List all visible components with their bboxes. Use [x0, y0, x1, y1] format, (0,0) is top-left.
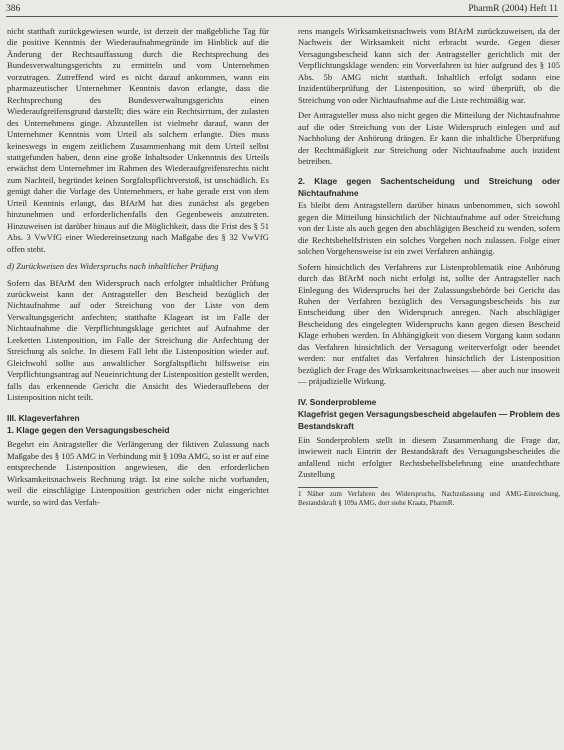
footnote: 1 Näher zum Verfahren des Widerspruchs, Nachzulassung und AMG-Einreichung, Bestandskraft § 109a AMG, dort siehe Kraatz, PharmR. — [298, 489, 560, 507]
section-heading-2: 2. Klage gegen Sachentscheidung und Streichung oder Nichtaufnahme — [298, 176, 560, 198]
subsection-heading-1: 1. Klage gegen den Versagungsbescheid — [7, 424, 170, 435]
section-heading-iv: IV. Sonderprobleme — [298, 396, 377, 407]
paragraph: Es bleibt dem Antragstellern darüber hinaus unbenommen, sich sowohl gegen die Mitteilung hinsichtlich der Nichtaufnahme auf oder Streichung von der Liste als auch gegen den abschlägigen Bescheid zu wenden, sofern die Rechtsbehelfsfristen ein solches Vorgehen noch zulassen. Folge einer solchen Vorgehensweise ist ein zwei Verfahren anhängig. — [298, 200, 560, 257]
paragraph: Der Antragsteller muss also nicht gegen die Mitteilung der Nichtaufnahme auf die oder Streichung von der Liste Widerspruch einlegen und auf Nachholung der Anhörung drängen. Er kann die inhaltliche Überprüfung der Rechtmäßigkeit zur Streichung oder Nichtaufnahme auch inzident betreiben. — [298, 110, 560, 166]
paragraph: Ein Sonderproblem stellt in diesem Zusammenhang die Frage dar, inwieweit nach Eintritt der Bestandskraft des Versagungsbescheides die anfallend nicht erfolgter Rechtsbehelfsbelehrung eine unanfechtbare Zustellung — [298, 434, 560, 480]
paragraph: Sofern hinsichtlich des Verfahrens zur Listenproblematik eine Anhörung durch das BfArM noch nicht erfolgt ist, sollte der Antragsteller nach Einlegung des Widerspruchs bei der Zulassungsbehörde bei Gericht das Ruhen der Verfahren bezüglich des Versagungsbescheids bis zur Entscheidung über den Widerspruch anregen. Nach abschlägiger Bescheidung des eingelegten Widerspruchs kann gegen diesen Bescheid Klage erhoben werden. In Abhängigkeit von diesem Vorgang kann sodann das Verfahren hinsichtlich der Versagung weiterverfolgt oder beendet werden: nur entfaltet das Verfahren hinsichtlich der Listenposition bezüglich der Frage des Wirksamkeitsnachweises — aber auch nur insoweit — präjudizielle Wirkung. — [298, 261, 560, 387]
subheading-d: d) Zurückweisen des Widerspruchs nach inhaltlicher Prüfung — [7, 261, 219, 272]
paragraph: nicht statthaft zurückgewiesen wurde, ist derzeit der maßgebliche Tag für die positive Kenntnis der Wiederaufnahmegründe im Hinblick auf die Änderung der Rechtsauffassung durch die Rechtsprechung des Bundesverwaltungsgerichts zu ermitteln und vom Unternehmen vorzutragen. Zutreffend wird es nicht darauf ankommen, wann ein pharmazeutischer Unternehmer Kenntnis davon erlangte, dass die Rechtsprechung des Bundesverwaltungsgerichts einen Wiederaufgreifensgrund darstellt; dies wäre ein Rechtsirrtum, der zulasten des Unternehmens ginge. Abzustellen ist vielmehr darauf, wann der Unternehmer Kenntnis vom Urteil als solchem erlangte. Dies muss keineswegs in engem zeitlichem Zusammenhang mit dem Urteil selbst stattgefunden haben, denn eine große Inhaltsoder Unkenntnis des Urteils erwächst dem Unternehmer im Rahmen des Wiederaufgreifensrechts nicht zum Nachteil, begründet keinen Sorgfaltspflichtverstoß, ist unschädlich. Es genügt daher die Vorlage des Unternehmers, er habe gerade erst von dem Urteil Kenntnis erlangt, das BfArM hat dies zunächst als gegeben hinzunehmen und erforderlichenfalls den Gegenbeweis anzutreten. Hinzuweisen ist darüber hinaus auf die Möglichkeit, dass die Frist des § 51 Abs. 3 VwVfG einer Wiedereinsetzung nach Maßgabe des § 32 VwVfG offen steht. — [7, 26, 269, 254]
paragraph: rens mangels Wirksamkeitsnachweis vom BfArM zurückzuweisen, da der Nachweis der Wirksamkeit nicht erbracht wurde. Gegen dieser Versagungsbescheid kann sich der Antragsteller gerichtlich mit der Verpflichtungsklage wenden: ein Vorverfahren ist hier aufgrund des § 105 Abs. 5b AMG nicht statthaft. Inhaltlich erfolgt sodann eine Inzidentüberprüfung der Listenposition, so wird überprüft, ob die Streichung von oder Nichtaufnahme auf die Liste rechtmäßig war. — [298, 26, 560, 105]
journal-reference: PharmR (2004) Heft 11 — [468, 4, 558, 14]
subsection-heading-iv: Klagefrist gegen Versagungsbescheid abgelaufen — Problem des Bestandskraft — [298, 409, 560, 431]
footnote-divider — [298, 487, 378, 488]
section-heading-iii: III. Klageverfahren — [7, 412, 80, 423]
paragraph: Begehrt ein Antragsteller die Verlängerung der fiktiven Zulassung nach Maßgabe des § 105 AMG in Verbindung mit § 109a AMG, so ist er auf eine entsprechende Listenposition angewiesen, die den erforderlichen Wirksamkeitsnachweis Rechnung trägt. Ist eine solche nicht vorhanden, weil die einschlägige Listenposition gestrichen oder nicht eingerichtet wurde, so wird das Verfah- — [7, 439, 269, 507]
left-column — [7, 26, 269, 512]
page-header — [6, 3, 558, 17]
right-column — [298, 26, 560, 512]
paragraph: Sofern das BfArM den Widerspruch nach erfolgter inhaltlicher Prüfung zurückweist kann der Antragsteller den Bescheid bezüglich der Nichtaufnahme auf oder Streichung von der Liste von dem Verwaltungsgericht anfechten; statthafte Klageart ist im Falle der Nichtaufnahme die Verpflichtungsklage gerichtet auf Aufnahme der Leeketten Listenposition, im Falle der Streichung die Anfechtung der Streichung als solche. In diesem Fall lebt die Listenposition wieder auf. Gleichwohl sollte aus anwaltlicher Sorgfaltspflicht hilfsweise ein Verpflichtungsantrag auf Neueinrichtung der Listenposition gestellt werden, falls das erkennende Gericht die Ansicht des Wiederauflebens der Listenposition nicht teilt. — [7, 277, 269, 403]
page-number: 386 — [6, 4, 21, 14]
